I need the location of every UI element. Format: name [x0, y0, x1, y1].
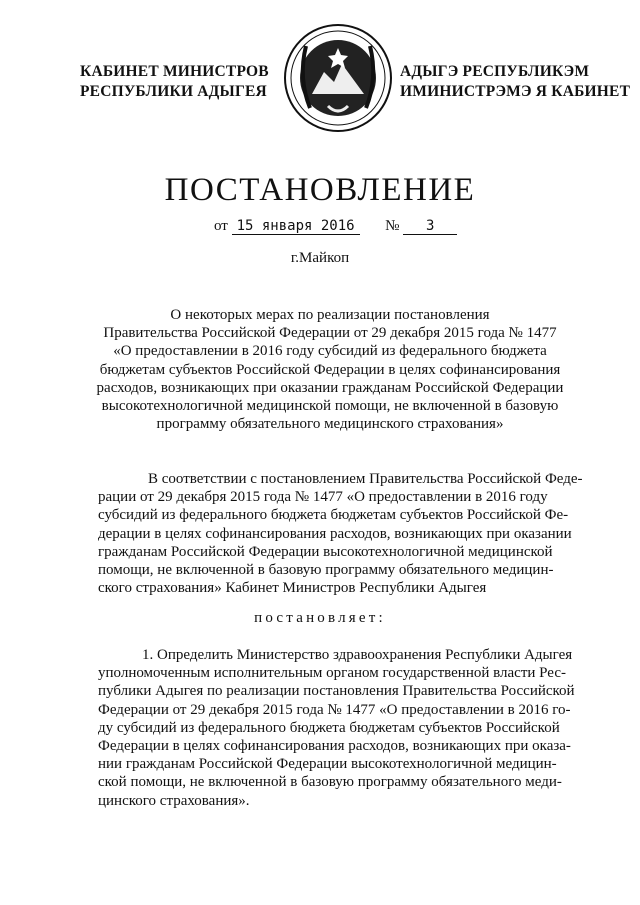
subject-line: «О предоставлении в 2016 году субсидий из федерального бюджета: [113, 343, 547, 360]
subject-line: программу обязательного медицинского страхования»: [156, 416, 504, 433]
issuer-line-1: КАБИНЕТ МИНИСТРОВ: [80, 63, 269, 80]
issuer-header-adyghe: [400, 62, 630, 102]
city: г.Майкоп: [290, 250, 350, 266]
paragraph-line: субсидий из федерального бюджета бюджетам субъектов Российской Фе-: [98, 507, 569, 524]
paragraph-line: дерации в целях софинансирования расходов, возникающих при оказании: [98, 525, 572, 542]
document-number: 3: [403, 218, 457, 235]
decree-word: постановляет:: [254, 610, 386, 626]
paragraph-line: В соответствии с постановлением Правительства Российской Феде-: [148, 471, 583, 487]
paragraph-line: цинского страхования».: [98, 792, 250, 809]
coat-of-arms-emblem-icon: [282, 22, 394, 134]
number-label: №: [385, 218, 400, 234]
paragraph-line: ской помощи, не включенной в базовую программу обязательного меди-: [98, 774, 562, 791]
subject-line: высокотехнологичной медицинской помощи, не включенной в базовую: [101, 398, 559, 415]
document-date: 15 января 2016: [232, 218, 360, 235]
paragraph-line: Федерации от 29 декабря 2015 года № 1477 «О предоставлении в 2016 го-: [98, 701, 571, 718]
paragraph-line: 1. Определить Министерство здравоохранения Республики Адыгея: [142, 647, 573, 663]
issuer-line-2: ИМИНИСТРЭМЭ Я КАБИНЕТ: [400, 83, 631, 100]
paragraph-line: уполномоченным исполнительным органом государственной власти Рес-: [98, 665, 566, 682]
paragraph-line: гражданам Российской Федерации высокотехнологичной медицинской: [98, 543, 553, 560]
paragraph-line: помощи, не включенной в базовую программу обязательного медицин-: [98, 562, 554, 579]
date-number-line: [214, 218, 457, 235]
paragraph-line: рации от 29 декабря 2015 года № 1477 «О предоставлении в 2016 году: [98, 489, 548, 506]
paragraph-line: Федерации в целях софинансирования расходов, возникающих при оказа-: [98, 738, 571, 755]
issuer-line-1: АДЫГЭ РЕСПУБЛИКЭМ: [400, 63, 590, 80]
paragraph-line: публики Адыгея по реализации постановления Правительства Российской: [98, 683, 575, 700]
subject-line: Правительства Российской Федерации от 29 декабря 2015 года № 1477: [103, 325, 557, 342]
date-prefix: от: [214, 218, 228, 234]
subject-line: бюджетам субъектов Российской Федерации в целях софинансирования: [99, 361, 561, 378]
subject-line: расходов, возникающих при оказании гражданам Российской Федерации: [96, 379, 564, 396]
issuer-header-russian: [80, 62, 270, 102]
paragraph-line: ского страхования» Кабинет Министров Республики Адыгея: [98, 580, 487, 597]
document-subject: [90, 306, 570, 433]
document-title: ПОСТАНОВЛЕНИЕ: [164, 172, 476, 208]
item-1-paragraph: [98, 646, 575, 810]
subject-line: О некоторых мерах по реализации постановления: [170, 307, 490, 323]
paragraph-line: нии гражданам Российской Федерации высокотехнологичной медицин-: [98, 756, 557, 773]
paragraph-line: ду субсидий из федерального бюджета бюджетам субъектов Российской: [98, 719, 560, 736]
issuer-line-2: РЕСПУБЛИКИ АДЫГЕЯ: [80, 83, 267, 100]
preamble-paragraph: [98, 470, 583, 597]
